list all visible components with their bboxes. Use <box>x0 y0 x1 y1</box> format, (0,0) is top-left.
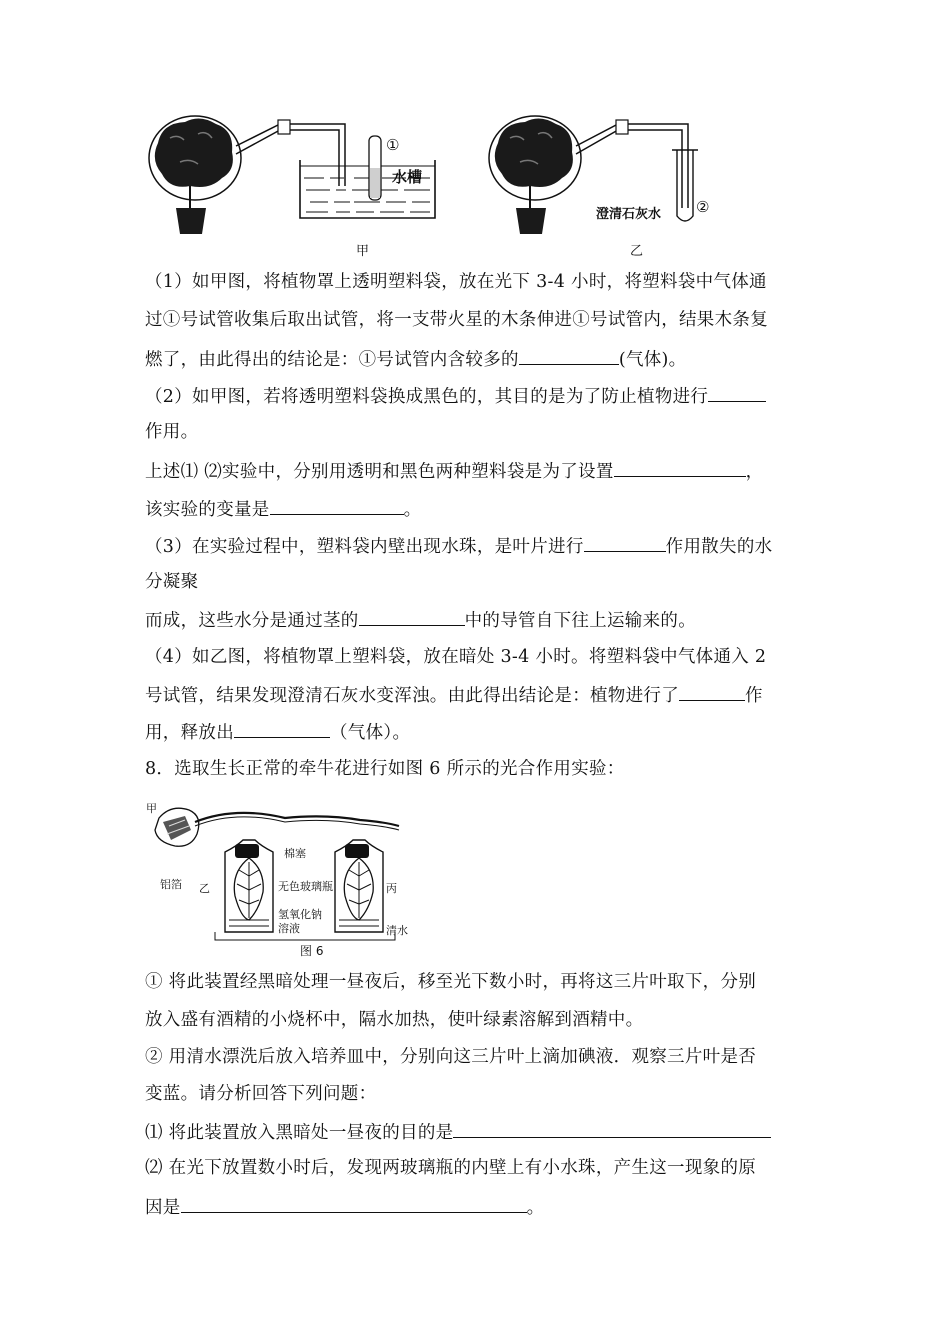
q8-line-7: 因是 。 <box>145 1194 544 1220</box>
answer-blank-transpiration[interactable] <box>584 533 666 552</box>
q8-line-5: ⑴ 将此装置放入黑暗处一昼夜的目的是 <box>145 1119 771 1145</box>
answer-blank-released-gas[interactable] <box>234 719 330 738</box>
figure-caption-yi: 乙 <box>630 244 644 259</box>
q7-line-2: 过①号试管收集后取出试管，将一支带火星的木条伸进①号试管内，结果木条复 <box>145 310 768 330</box>
q7-line-1: （1）如甲图，将植物罩上透明塑料袋，放在光下 3-4 小时，将塑料袋中气体通 <box>145 272 767 292</box>
limewater-label: 澄清石灰水 <box>596 207 662 222</box>
tube1-marker: ① <box>386 136 400 154</box>
answer-blank-control[interactable] <box>614 458 746 477</box>
q8-line-3: ② 用清水漂洗后放入培养皿中，分别向这三片叶上滴加碘液．观察三片叶是否 <box>145 1047 757 1067</box>
q8-line-2: 放入盛有酒精的小烧杯中，隔水加热，使叶绿素溶解到酒精中。 <box>145 1010 644 1030</box>
q7-line-6: 上述⑴ ⑵实验中，分别用透明和黑色两种塑料袋是为了设置 ， <box>145 458 763 484</box>
tube2-marker: ② <box>696 198 710 216</box>
q8-line-4: 变蓝。请分析回答下列问题： <box>145 1084 377 1104</box>
q7-line-11: （4）如乙图，将植物罩上塑料袋，放在暗处 3-4 小时。将塑料袋中气体通入 2 <box>145 647 767 667</box>
fig6-caption: 图 6 <box>300 944 324 958</box>
answer-blank-stem-part[interactable] <box>359 607 465 626</box>
fig6-label-yi: 乙 <box>199 882 210 895</box>
answer-blank-process[interactable] <box>708 383 766 402</box>
fig6-label-naoh-2: 溶液 <box>278 922 300 935</box>
q8-heading: 8．选取生长正常的牵牛花进行如图 6 所示的光合作用实验： <box>145 759 625 779</box>
fig6-label-cotton-plug: 棉塞 <box>284 847 306 860</box>
answer-blank-variable[interactable] <box>270 496 404 515</box>
fig6-label-water: 清水 <box>386 924 408 937</box>
q7-line-12: 号试管，结果发现澄清石灰水变浑浊。由此得出结论是：植物进行了 作 <box>145 682 763 708</box>
leaf-jia-foil <box>155 808 199 846</box>
q8-line-6: ⑵ 在光下放置数小时后，发现两玻璃瓶的内壁上有小水珠，产生这一现象的原 <box>145 1158 757 1178</box>
answer-blank-dark-purpose[interactable] <box>453 1119 771 1138</box>
plant-bag-yi <box>489 116 698 234</box>
fig6-label-jia: 甲 <box>146 802 157 815</box>
bottle-yi <box>225 840 273 932</box>
q7-line-3: 燃了，由此得出的结论是：①号试管内含较多的 (气体)。 <box>145 346 686 372</box>
q7-line-4: （2）如甲图，若将透明塑料袋换成黑色的，其目的是为了防止植物进行 <box>145 383 766 409</box>
answer-blank-gas[interactable] <box>519 346 619 365</box>
answer-blank-respiration[interactable] <box>679 682 745 701</box>
q8-line-1: ① 将此装置经黑暗处理一昼夜后，移至光下数小时，再将这三片叶取下，分别 <box>145 972 757 992</box>
figure-caption-jia: 甲 <box>356 244 370 259</box>
fig6-label-naoh-1: 氢氧化钠 <box>278 908 322 921</box>
q7-line-10: 而成，这些水分是通过茎的 中的导管自下往上运输来的。 <box>145 607 696 633</box>
q7-line-7: 该实验的变量是 。 <box>145 496 421 522</box>
bottle-bing <box>335 840 383 932</box>
q7-line-13: 用，释放出 （气体）。 <box>145 719 410 745</box>
answer-blank-water-drops-reason[interactable] <box>181 1194 527 1213</box>
fig6-label-glass-bottle: 无色玻璃瓶 <box>278 880 333 893</box>
water-trough-label: 水槽 <box>392 168 423 186</box>
fig6-label-foil: 铝箔 <box>160 878 182 891</box>
q7-line-5: 作用。 <box>145 422 199 442</box>
fig6-label-bing: 丙 <box>386 882 397 895</box>
plant-bag-jia <box>149 116 345 234</box>
apparatus-figure <box>140 108 740 263</box>
q7-line-9: 分凝聚 <box>145 572 199 592</box>
q7-line-8: （3）在实验过程中，塑料袋内壁出现水珠，是叶片进行 作用散失的水 <box>145 533 772 559</box>
